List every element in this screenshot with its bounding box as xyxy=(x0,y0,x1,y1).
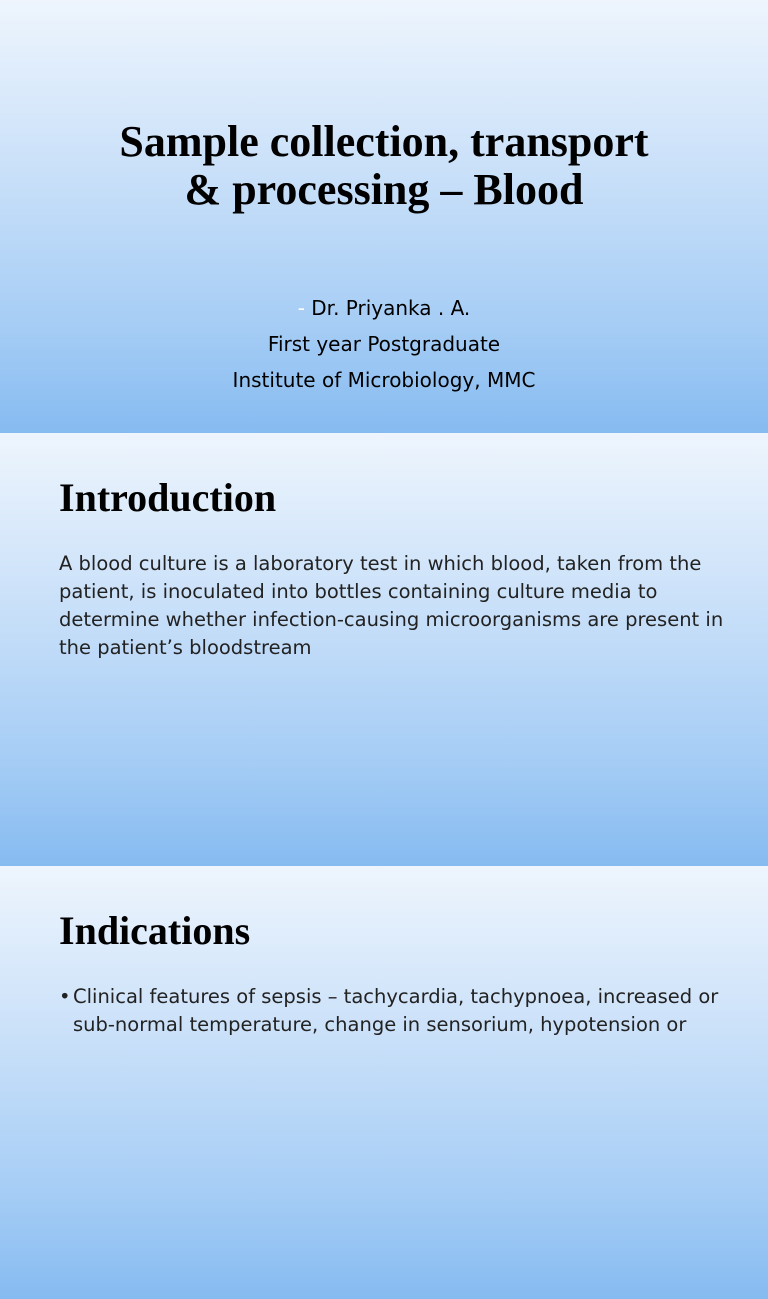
bullet-icon: • xyxy=(59,985,71,1008)
presenter-name: Dr. Priyanka . A. xyxy=(311,296,471,320)
list-item xyxy=(59,983,759,1039)
presenter-info xyxy=(0,290,768,398)
slide-indications xyxy=(0,866,768,1299)
presentation-title xyxy=(0,118,768,214)
presenter-institute: Institute of Microbiology, MMC xyxy=(232,368,536,392)
title-line-2: & processing – Blood xyxy=(184,165,584,214)
title-line-1: Sample collection, transport xyxy=(119,117,649,166)
presenter-name-line xyxy=(0,290,768,326)
slide-title xyxy=(0,0,768,433)
slide-heading: Introduction xyxy=(59,475,277,520)
slide-body-text: A blood culture is a laboratory test in which blood, taken from the patient, is inoculated into bottles containing culture media to determine whether infection-causing microorganisms are present in the patient’s bloodstream xyxy=(59,552,724,659)
presenter-role: First year Postgraduate xyxy=(267,332,501,356)
bullet-list xyxy=(59,983,759,1039)
slide-heading: Indications xyxy=(59,908,251,953)
slide-introduction xyxy=(0,433,768,866)
list-item-text: Clinical features of sepsis – tachycardia, tachypnoea, increased or sub-normal temperature, change in sensorium, hypotension or xyxy=(73,985,719,1036)
subtitle-dash: - xyxy=(297,296,305,320)
